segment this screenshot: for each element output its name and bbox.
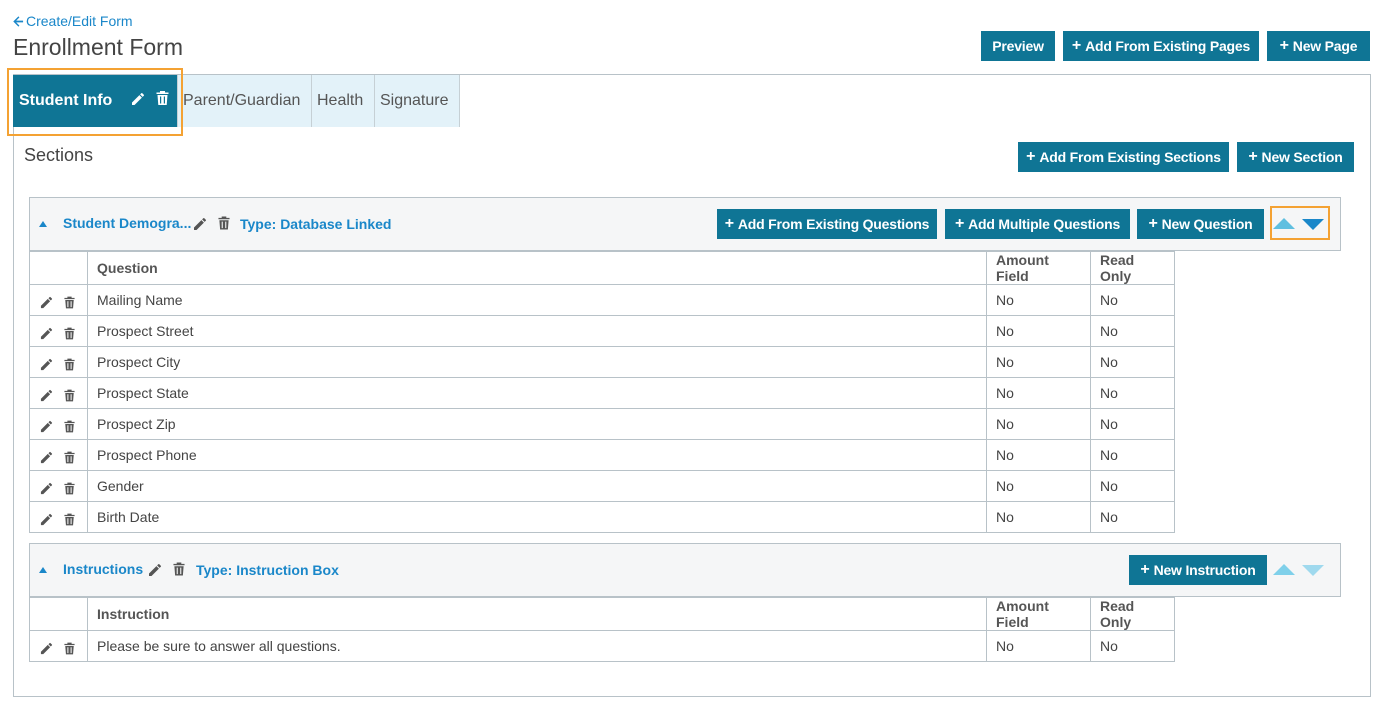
column-header: Read Only [1091, 252, 1175, 285]
trash-icon[interactable] [64, 513, 75, 526]
amount-field-cell: No [987, 347, 1091, 378]
pencil-icon[interactable] [193, 217, 207, 231]
read-only-cell: No [1091, 631, 1175, 662]
add-existing-pages-label: Add From Existing Pages [1085, 38, 1251, 54]
questions-table [29, 251, 1175, 533]
row-actions [30, 316, 88, 347]
plus-icon: + [1140, 561, 1150, 578]
amount-field-cell: No [987, 285, 1091, 316]
sections-heading: Sections [24, 145, 94, 165]
read-only-cell: No [1091, 440, 1175, 471]
page-title: Enrollment Form [13, 34, 183, 60]
add-existing-pages-button[interactable] [1063, 31, 1259, 61]
plus-icon: + [1148, 215, 1158, 232]
read-only-cell: No [1091, 471, 1175, 502]
table-row [30, 316, 1175, 347]
tab-label: Student Info [19, 92, 113, 109]
pencil-icon[interactable] [40, 420, 53, 433]
trash-icon[interactable] [64, 389, 75, 402]
amount-field-cell: No [987, 316, 1091, 347]
read-only-cell: No [1091, 285, 1175, 316]
plus-icon: + [724, 215, 734, 232]
question-cell: Prospect Street [88, 316, 987, 347]
pencil-icon[interactable] [40, 513, 53, 526]
plus-icon: + [954, 215, 965, 232]
add-existing-sections-label: Add From Existing Sections [1039, 149, 1221, 165]
tab-label: Signature [380, 92, 449, 109]
add-existing-sections-button[interactable] [1018, 142, 1229, 172]
pencil-icon[interactable] [40, 327, 53, 340]
add-multiple-questions-label: Add Multiple Questions [968, 216, 1121, 232]
pencil-icon[interactable] [40, 482, 53, 495]
move-up-arrow-icon[interactable] [1273, 218, 1295, 229]
read-only-cell: No [1091, 409, 1175, 440]
new-page-button[interactable] [1267, 31, 1370, 61]
trash-icon[interactable] [64, 482, 75, 495]
section-title[interactable]: Instructions [63, 561, 144, 577]
trash-icon[interactable] [173, 562, 185, 576]
row-actions [30, 471, 88, 502]
question-cell: Prospect City [88, 347, 987, 378]
trash-icon[interactable] [64, 358, 75, 371]
amount-field-cell: No [987, 440, 1091, 471]
pencil-icon[interactable] [40, 296, 53, 309]
read-only-cell: No [1091, 378, 1175, 409]
table-row [30, 409, 1175, 440]
question-cell: Prospect State [88, 378, 987, 409]
preview-button[interactable] [981, 31, 1055, 61]
row-actions [30, 502, 88, 533]
pencil-icon[interactable] [40, 642, 53, 655]
read-only-cell: No [1091, 502, 1175, 533]
row-actions [30, 285, 88, 316]
section-type: Type: Instruction Box [196, 562, 339, 578]
question-cell: Gender [88, 471, 987, 502]
column-header: Read Only [1091, 598, 1175, 631]
table-row [30, 347, 1175, 378]
instruction-cell: Please be sure to answer all questions. [88, 631, 987, 662]
new-question-button[interactable] [1137, 209, 1264, 239]
tab-parent-guardian[interactable] [178, 75, 312, 127]
actions-header [30, 598, 88, 631]
amount-field-cell: No [987, 502, 1091, 533]
table-row [30, 502, 1175, 533]
question-cell: Prospect Zip [88, 409, 987, 440]
section-title[interactable]: Student Demogra... [63, 215, 192, 231]
actions-header [30, 252, 88, 285]
collapse-caret-icon[interactable] [39, 567, 47, 573]
back-link[interactable] [13, 13, 133, 29]
trash-icon[interactable] [156, 91, 169, 105]
add-multiple-questions-button[interactable] [945, 209, 1130, 239]
collapse-caret-icon[interactable] [39, 221, 47, 227]
trash-icon[interactable] [64, 296, 75, 309]
plus-icon: + [1248, 148, 1258, 165]
column-header: Question [88, 252, 987, 285]
move-down-arrow-icon[interactable] [1302, 565, 1324, 576]
preview-label: Preview [992, 38, 1044, 54]
pencil-icon[interactable] [40, 389, 53, 402]
column-header: Instruction [88, 598, 987, 631]
table-header-row [30, 598, 1175, 631]
row-actions [30, 378, 88, 409]
trash-icon[interactable] [64, 420, 75, 433]
row-actions [30, 440, 88, 471]
column-header: Amount Field [987, 252, 1091, 285]
row-actions [30, 409, 88, 440]
column-header: Amount Field [987, 598, 1091, 631]
amount-field-cell: No [987, 378, 1091, 409]
tab-label: Health [317, 92, 364, 109]
read-only-cell: No [1091, 316, 1175, 347]
move-down-arrow-icon[interactable] [1302, 219, 1324, 230]
add-existing-questions-label: Add From Existing Questions [737, 216, 930, 232]
table-row [30, 440, 1175, 471]
new-section-button[interactable] [1237, 142, 1354, 172]
new-instruction-label: New Instruction [1153, 562, 1256, 578]
table-row [30, 471, 1175, 502]
add-existing-questions-button[interactable] [717, 209, 937, 239]
read-only-cell: No [1091, 347, 1175, 378]
question-cell: Prospect Phone [88, 440, 987, 471]
move-up-arrow-icon[interactable] [1273, 564, 1295, 575]
pencil-icon[interactable] [40, 451, 53, 464]
pencil-icon[interactable] [40, 358, 53, 371]
amount-field-cell: No [987, 471, 1091, 502]
tab-student-info[interactable] [13, 75, 178, 127]
new-page-label: New Page [1292, 38, 1358, 54]
trash-icon[interactable] [64, 327, 75, 340]
tab-health[interactable] [312, 75, 375, 127]
row-actions [30, 347, 88, 378]
new-question-label: New Question [1161, 216, 1253, 232]
section-type: Type: Database Linked [240, 216, 392, 232]
table-row [30, 631, 1175, 662]
tab-label: Parent/Guardian [183, 92, 301, 109]
question-cell: Birth Date [88, 502, 987, 533]
table-header-row [30, 252, 1175, 285]
plus-icon: + [1071, 37, 1082, 54]
amount-field-cell: No [987, 631, 1091, 662]
plus-icon: + [1279, 37, 1289, 54]
new-section-label: New Section [1261, 149, 1343, 165]
back-link-label: Create/Edit Form [26, 13, 133, 29]
amount-field-cell: No [987, 409, 1091, 440]
instructions-table [29, 597, 1175, 662]
plus-icon: + [1026, 148, 1036, 165]
pencil-icon[interactable] [131, 92, 145, 106]
trash-icon[interactable] [64, 642, 75, 655]
table-row [30, 285, 1175, 316]
pencil-icon[interactable] [148, 563, 162, 577]
arrow-left-icon [13, 16, 24, 27]
tab-signature[interactable] [375, 75, 460, 127]
trash-icon[interactable] [64, 451, 75, 464]
table-row [30, 378, 1175, 409]
question-cell: Mailing Name [88, 285, 987, 316]
trash-icon[interactable] [218, 216, 230, 230]
row-actions [30, 631, 88, 662]
new-instruction-button[interactable] [1129, 555, 1267, 585]
